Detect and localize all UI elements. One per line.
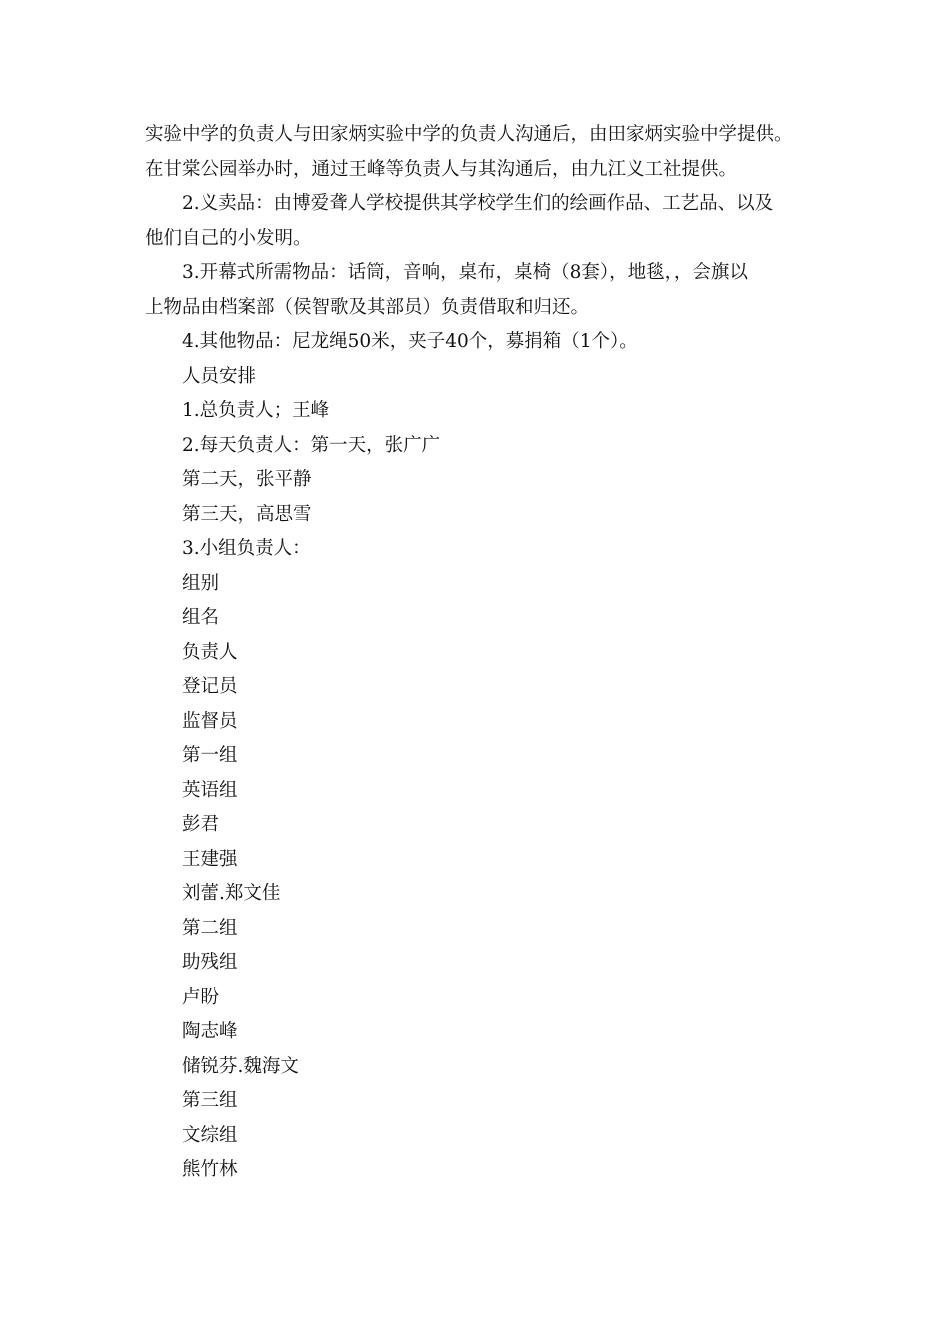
text-line: 助残组 (182, 952, 238, 973)
text-line: 英语组 (182, 779, 238, 801)
text-line: 组别 (182, 572, 220, 594)
text-line: 组名 (182, 607, 220, 628)
text-line: 2.义卖品：由博爱聋人学校提供其学校学生们的绘画作品、工艺品、以及 (182, 193, 774, 214)
text-line: 1.总负责人；王峰 (182, 400, 330, 421)
text-line: 文综组 (182, 1124, 238, 1146)
text-line: 卢盼 (182, 986, 220, 1008)
text-line: 第三天，高思雪 (182, 503, 312, 525)
text-line: 负责人 (182, 641, 238, 663)
text-line: 刘蕾.郑文佳 (182, 883, 281, 904)
text-line: 实验中学的负责人与田家炳实验中学的负责人沟通后，由田家炳实验中学提供。 (145, 124, 793, 145)
text-line: 2.每天负责人：第一天，张广广 (182, 434, 441, 456)
document-body (145, 118, 825, 1188)
text-line: 储锐芬.魏海文 (182, 1055, 299, 1077)
text-line: 3.开幕式所需物品：话筒，音响，桌布，桌椅（8套），地毯，，会旗以 (182, 262, 748, 283)
text-line: 第二天，张平静 (182, 469, 312, 490)
text-line: 王建强 (182, 848, 238, 870)
text-line: 第一组 (182, 745, 238, 766)
text-line: 人员安排 (182, 365, 257, 387)
text-line: 登记员 (182, 676, 238, 697)
text-line: 他们自己的小发明。 (145, 227, 312, 249)
text-line: 在甘棠公园举办时，通过王峰等负责人与其沟通后，由九江义工社提供。 (145, 158, 738, 180)
text-line: 第三组 (182, 1090, 238, 1111)
text-line: 第二组 (182, 917, 238, 939)
text-line: 3.小组负责人： (182, 538, 311, 559)
text-line: 彭君 (182, 814, 220, 835)
text-line: 监督员 (182, 710, 238, 732)
text-line: 4.其他物品：尼龙绳50米，夹子40个，募捐箱（1个）。 (182, 331, 638, 352)
text-line: 上物品由档案部（侯智歌及其部员）负责借取和归还。 (145, 296, 590, 318)
text-line: 陶志峰 (182, 1021, 238, 1042)
text-line: 熊竹林 (182, 1159, 238, 1180)
